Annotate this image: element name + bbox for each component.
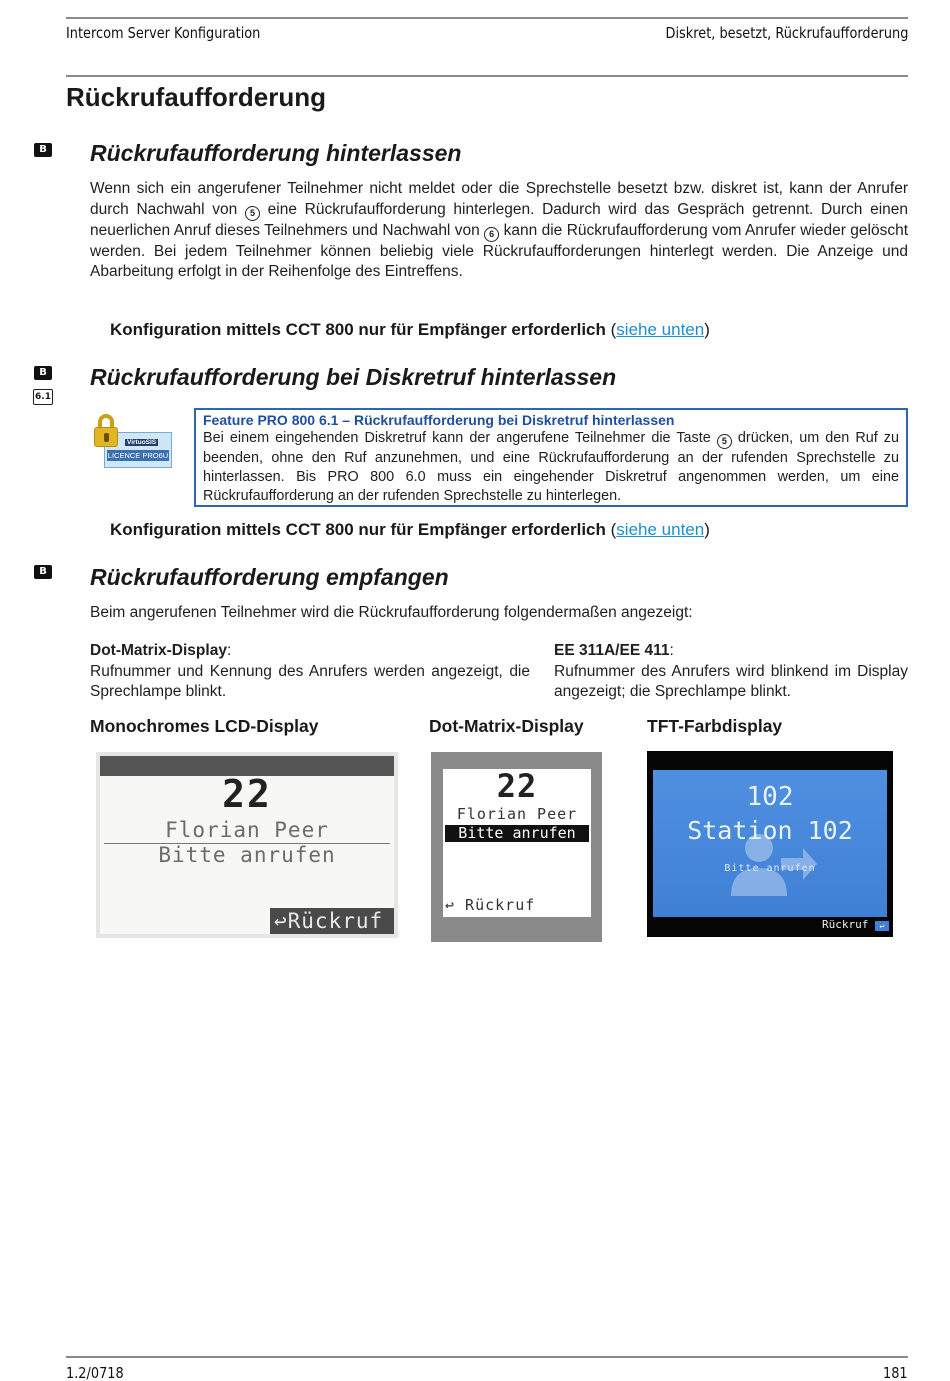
column-title: Dot-Matrix-Display (90, 642, 227, 659)
lock-icon (94, 414, 118, 448)
badge-b: B (34, 565, 52, 579)
key-5-icon: 5 (717, 434, 732, 449)
dot-matrix-display (431, 752, 602, 942)
config-note: Konfiguration mittels CCT 800 nur für Empfänger erforderlich (siehe unten) (110, 520, 710, 539)
tft-station: Station 102 (687, 816, 853, 845)
feature-text: Bei einem eingehenden Diskretruf kann der angerufene Teilnehmer die Taste 5 drücken, um den Ruf zu beenden, ohne den Ruf anzunehmen, und eine Rückrufaufforderung an der rufenden Sprechstelle zu hinterlassen. Bis PRO 800 6.0 muss ein eingehender Diskretruf angenommen werden, um eine Rückrufaufforderung an der rufenden Sprechstelle zu hinterlegen. (203, 430, 900, 504)
tft-callback-softkey: Rückruf ↵ (822, 918, 889, 931)
display-label-tft: TFT-Farbdisplay (647, 716, 783, 736)
lcd-caller-name: Florian Peer (165, 818, 329, 842)
badge-b: B (34, 143, 52, 157)
section-empfangen-intro: Beim angerufenen Teilnehmer wird die Rückrufaufforderung folgendermaßen angezeigt: (90, 604, 693, 621)
header-left: Intercom Server Konfiguration (66, 24, 261, 42)
badge-version: 6.1 (33, 389, 53, 405)
lcd-number: 22 (222, 772, 272, 816)
column-text: Rufnummer und Kennung des Anrufers werden angezeigt, die Sprechlampe blinkt. (90, 662, 530, 701)
license-label: LICENCE PRO6U (107, 451, 169, 460)
license-badge (92, 414, 174, 470)
dm-number: 22 (496, 769, 538, 805)
page-number: 181 (883, 1364, 908, 1381)
key-6-icon: 6 (484, 227, 499, 242)
feature-title: Feature PRO 800 6.1 – Rückrufaufforderung bei Diskretruf hinterlassen (203, 412, 675, 428)
tft-message: Bitte anrufen (724, 863, 816, 874)
display-label-dot-matrix: Dot-Matrix-Display (429, 716, 584, 736)
badge-b: B (34, 366, 52, 380)
lcd-callback-softkey: ↩Rückruf (270, 908, 394, 934)
column-ee311a: EE 311A/EE 411: Rufnummer des Anrufers wird blinkend im Display angezeigt; die Sprechlampe blinkt. (554, 641, 908, 703)
dm-message: Bitte anrufen (445, 825, 589, 842)
section-title-diskretruf: Rückrufaufforderung bei Diskretruf hinterlassen (90, 364, 617, 390)
column-text: Rufnummer des Anrufers wird blinkend im Display angezeigt; die Sprechlampe blinkt. (554, 662, 908, 701)
footer-version: 1.2/0718 (66, 1364, 124, 1381)
key-5-icon: 5 (245, 206, 260, 221)
column-dot-matrix: Dot-Matrix-Display: Rufnummer und Kennung des Anrufers werden angezeigt, die Sprechlampe blinkt. (90, 641, 530, 703)
tft-display (647, 751, 893, 937)
header-bottom-rule (66, 75, 908, 77)
section-title-empfangen: Rückrufaufforderung empfangen (90, 564, 449, 590)
enter-icon: ↵ (875, 921, 889, 931)
dm-caller-name: Florian Peer (456, 805, 578, 823)
section-title-hinterlassen: Rückrufaufforderung hinterlassen (90, 140, 462, 166)
see-below-link[interactable]: siehe unten (616, 320, 705, 339)
header-right: Diskret, besetzt, Rückrufaufforderung (665, 24, 908, 42)
section-hinterlassen-text: Wenn sich ein angerufener Teilnehmer nicht meldet oder die Sprechstelle besetzt bzw. diskret ist, kann der Anrufer durch Nachwahl von 5 eine Rückrufaufforderung hinterlegen. Dadurch wird das Gespräch getrennt. Durch einen neuerlichen Anruf dieses Teilnehmers und Nachwahl von 6 kann die Rückrufaufforderung vom Anrufer wieder gelöscht werden. Bei jedem Teilnehmer können beliebig viele Rückrufaufforderungen hinterlegt werden. Die Anzeige und Abarbeitung erfolgt in der Reihenfolge des Eintreffens. (90, 180, 908, 281)
page-title: Rückrufaufforderung (66, 82, 326, 112)
lcd-message: Bitte anrufen (158, 843, 336, 867)
tft-number: 102 (746, 782, 794, 812)
footer-rule (66, 1356, 908, 1358)
lcd-display (96, 752, 398, 938)
header-top-rule (66, 17, 908, 19)
config-note: Konfiguration mittels CCT 800 nur für Empfänger erforderlich (siehe unten) (110, 320, 710, 339)
feature-box (194, 408, 908, 507)
column-title: EE 311A/EE 411 (554, 642, 670, 659)
see-below-link[interactable]: siehe unten (616, 520, 705, 539)
dm-callback-softkey: ↩ Rückruf (445, 896, 536, 914)
display-label-lcd: Monochromes LCD-Display (90, 716, 319, 736)
license-tag: VirtuoSIS (127, 439, 157, 446)
